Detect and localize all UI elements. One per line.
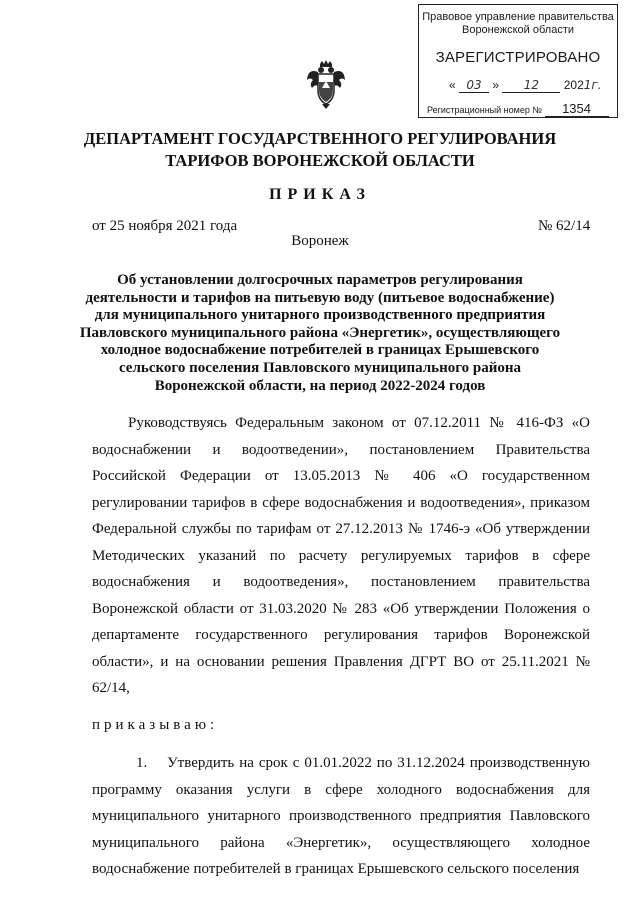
- stamp-org-line1: Правовое управление правительства: [422, 11, 614, 23]
- stamp-org-line2: Воронежской области: [461, 24, 574, 36]
- stamp-status: ЗАРЕГИСТРИРОВАНО: [435, 49, 601, 66]
- stamp-date-close-quote: »: [492, 78, 500, 92]
- stamp-number-value: 1354: [545, 101, 609, 117]
- stamp-number: [427, 101, 609, 117]
- stamp-date-month: 12: [502, 78, 560, 93]
- item-number: 1.: [136, 755, 148, 771]
- order-word: приказываю:: [92, 716, 219, 733]
- stamp-date-year-suffix: 1г.: [583, 78, 602, 92]
- title-line: Павловского муниципального района «Энергетик», осуществляющего: [79, 324, 561, 341]
- stamp-date-day: 03: [459, 78, 489, 93]
- coat-of-arms-icon: [306, 60, 346, 110]
- title-line: сельского поселения Павловского муниципального района: [118, 359, 522, 376]
- order-body: [92, 410, 590, 883]
- order-city: Воронеж: [291, 233, 349, 249]
- title-line: холодное водоснабжение потребителей в границах Ерышевского: [100, 342, 540, 359]
- title-line: для муниципального унитарного производственного предприятия: [94, 307, 546, 324]
- order-number: № 62/14: [538, 218, 591, 234]
- stamp-date-open-quote: «: [449, 78, 456, 92]
- stamp-number-label: Регистрационный номер №: [427, 105, 543, 115]
- registration-stamp: [418, 4, 618, 118]
- document-type: ПРИКАЗ: [269, 186, 371, 203]
- department-heading: [0, 128, 640, 172]
- title-line: Воронежской области, на период 2022-2024 годов: [154, 377, 486, 394]
- stamp-date-year-prefix: 202: [563, 78, 584, 92]
- order-title: [0, 272, 640, 395]
- department-line2: ТАРИФОВ ВОРОНЕЖСКОЙ ОБЛАСТИ: [165, 151, 475, 170]
- department-line1: ДЕПАРТАМЕНТ ГОСУДАРСТВЕННОГО РЕГУЛИРОВАНИЯ: [83, 129, 557, 148]
- stamp-organization: [419, 11, 617, 37]
- title-line: Об установлении долгосрочных параметров регулирования: [117, 272, 523, 288]
- order-item-1: [92, 750, 590, 883]
- order-date: от 25 ноября 2021 года: [92, 218, 238, 234]
- title-line: деятельности и тарифов на питьевую воду (питьевое водоснабжение): [85, 289, 555, 306]
- stamp-date: [449, 78, 602, 93]
- item-text: Утвердить на срок с 01.01.2022 по 31.12.2024 производственную программу оказания услуги в сфере холодного водоснабжения для муниципального унитарного производственного предприятия Павловского муниципального района «Энергетик», осуществляющего холодное водоснабжение потребителей в границах Ерышевского сельского поселения: [92, 755, 591, 877]
- preamble-paragraph: Руководствуясь Федеральным законом от 07.12.2011 № 416-ФЗ «О водоснабжении и водоотведении», постановлением Правительства Российской Федерации от 13.05.2013 № 406 «О государственном регулировании тарифов в сфере водоснабжения и водоотведения», приказом Федеральной службы по тарифам от 27.12.2013 № 1746-э «Об утверждении Методических указаний по расчету регулируемых тарифов в сфере водоснабжения и водоотведения», постановлением правительства Воронежской области от 31.03.2020 № 283 «Об утверждении Положения о департаменте государственного регулирования тарифов Воронежской области», и на основании решения Правления ДГРТ ВО от 25.11.2021 № 62/14,: [92, 415, 590, 696]
